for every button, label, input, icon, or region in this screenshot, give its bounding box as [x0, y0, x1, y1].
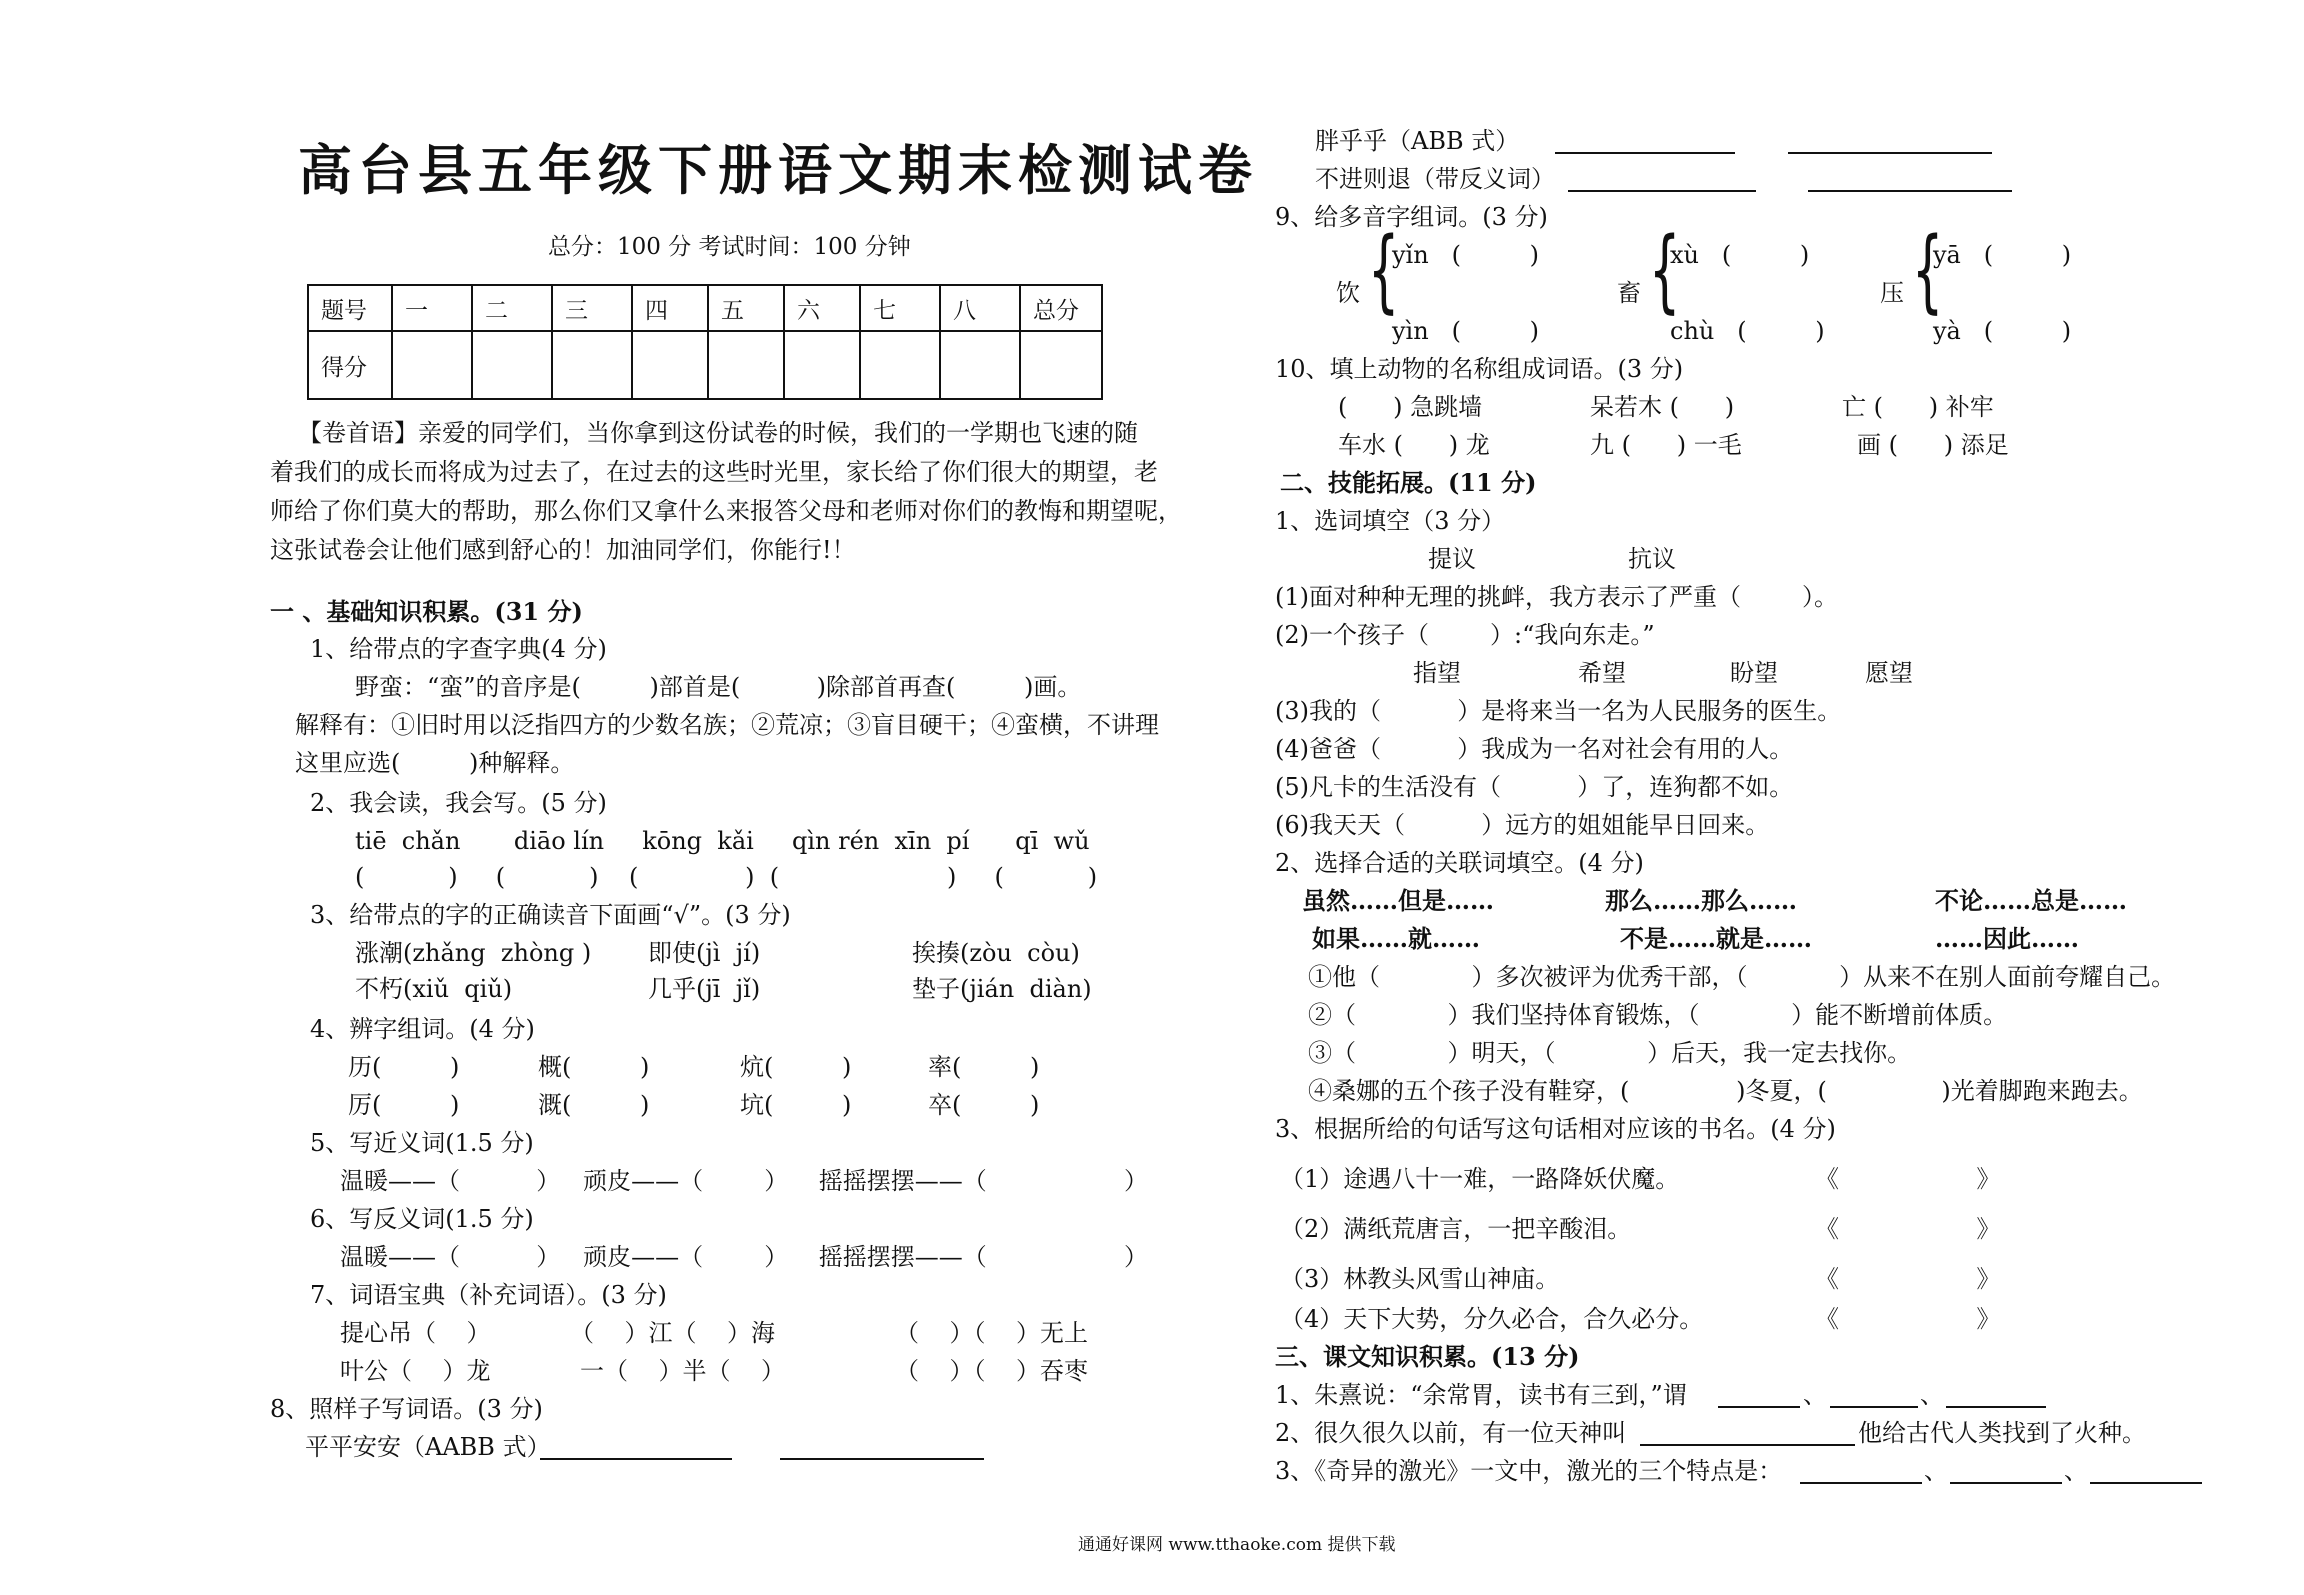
idiom-item: （ ）江（ ）海: [570, 1319, 776, 1347]
score-cell[interactable]: [1020, 331, 1102, 399]
answer-line[interactable]: [1640, 1444, 1855, 1446]
question-5: 5、写近义词(1.5 分): [310, 1129, 534, 1157]
idiom-item: （ ）（ ）无上: [895, 1319, 1089, 1347]
reading-item: 即使(jì jí): [648, 939, 761, 967]
brace-icon: {: [1911, 218, 1944, 323]
separator: 、: [1924, 1457, 1948, 1485]
score-cell[interactable]: [708, 331, 784, 399]
knowledge-question-2-tail: 他给古代人类找到了火种。: [1858, 1419, 2146, 1447]
question-1: 1、给带点的字查字典(4 分): [310, 635, 607, 663]
question-8: 8、照样子写词语。(3 分): [270, 1395, 543, 1423]
word-choice: 抗议: [1628, 545, 1676, 573]
reading-item: 挨揍(zòu còu): [912, 939, 1080, 967]
brace-icon: {: [1367, 218, 1400, 323]
answer-line[interactable]: [1950, 1482, 2062, 1484]
fill-sentence: (4)爸爸（ ）我成为一名对社会有用的人。: [1275, 735, 1794, 763]
answer-line[interactable]: [1788, 152, 1992, 154]
idiom-item: （ ）（ ）吞枣: [895, 1357, 1089, 1385]
answer-line[interactable]: [1555, 152, 1735, 154]
score-header: 八: [940, 285, 1020, 331]
answer-line[interactable]: [540, 1458, 732, 1460]
pinyin-item: yà ( ): [1933, 317, 2072, 345]
conjunction-choice: 那么……那么……: [1605, 886, 1797, 915]
score-header: 总分: [1020, 285, 1102, 331]
question-6: 6、写反义词(1.5 分): [310, 1205, 534, 1233]
question-7: 7、词语宝典（补充词语）。(3 分): [310, 1281, 667, 1309]
conjunction-choice: 如果……就……: [1312, 924, 1480, 953]
fill-sentence: ③（ ）明天，（ ）后天，我一定去找你。: [1308, 1039, 1912, 1067]
idiom-item: 叶公（ ）龙: [340, 1357, 491, 1385]
idiom-item: ( ) 急跳墙: [1338, 393, 1483, 421]
idiom-item: 一（ ）半（ ）: [580, 1357, 786, 1385]
score-cell[interactable]: [552, 331, 632, 399]
score-header: 四: [632, 285, 708, 331]
fill-sentence: ④桑娜的五个孩子没有鞋穿，( )冬夏，( )光着脚跑来跑去。: [1308, 1077, 2143, 1105]
score-header: 三: [552, 285, 632, 331]
score-cell[interactable]: [472, 331, 552, 399]
polyphone-char: 饮: [1336, 279, 1360, 307]
answer-brackets: ( ) ( ) ( ) ( ) ( ): [355, 863, 1098, 891]
conjunction-choice: ……因此……: [1935, 924, 2079, 953]
reading-item: 垫子(jián diàn): [912, 975, 1092, 1003]
score-header: 六: [784, 285, 860, 331]
score-cell[interactable]: [632, 331, 708, 399]
word-item: 卒( ): [928, 1091, 1040, 1119]
word-choice: 愿望: [1865, 659, 1913, 687]
skill-question-1: 1、选词填空（3 分）: [1275, 507, 1506, 535]
idiom-item: 亡 ( ) 补牢: [1842, 393, 1994, 421]
brace-icon: {: [1648, 218, 1681, 323]
word-choice: 提议: [1428, 545, 1476, 573]
score-cell[interactable]: [392, 331, 472, 399]
section-1-heading: 一 、基础知识积累。(31 分): [270, 597, 583, 626]
answer-line[interactable]: [1568, 190, 1756, 192]
fill-sentence: ②（ ）我们坚持体育锻炼，（ ）能不断增前体质。: [1308, 1001, 2008, 1029]
intro-line: 着我们的成长而将成为过去了，在过去的这些时光里，家长给了你们很大的期望，老: [270, 458, 1158, 486]
answer-line[interactable]: [1830, 1406, 1918, 1408]
question-10: 10、填上动物的名称组成词语。(3 分): [1275, 355, 1684, 383]
question-2: 2、我会读，我会写。(5 分): [310, 789, 607, 817]
score-header: 二: [472, 285, 552, 331]
idiom-item: 九 ( ) 一毛: [1590, 431, 1742, 459]
knowledge-question-2: 2、很久很久以前，有一位天神叫: [1275, 1419, 1627, 1447]
idiom-item: 画 ( ) 添足: [1857, 431, 2009, 459]
fill-sentence: (6)我天天（ ）远方的姐姐能早日回来。: [1275, 811, 1770, 839]
book-title-blank[interactable]: 《 》: [1815, 1265, 2001, 1293]
word-item: 厉( ): [348, 1091, 460, 1119]
book-title-blank[interactable]: 《 》: [1815, 1215, 2001, 1243]
word-item: 概( ): [538, 1053, 650, 1081]
book-clue: （2）满纸荒唐言，一把辛酸泪。: [1280, 1215, 1632, 1243]
word-item: 溉( ): [538, 1091, 650, 1119]
word-item: 炕( ): [740, 1053, 852, 1081]
word-item: 坑( ): [740, 1091, 852, 1119]
question-6-text: 温暖——（ ） 顽皮——（ ） 摇摇摆摆——（ ）: [340, 1243, 1149, 1271]
question-5-text: 温暖——（ ） 顽皮——（ ） 摇摇摆摆——（ ）: [340, 1167, 1149, 1195]
word-item: 率( ): [928, 1053, 1040, 1081]
question-3: 3、给带点的字的正确读音下面画“√”。(3 分): [310, 901, 791, 929]
question-1-text: 野蛮：“蛮”的音序是( )部首是( )除部首再查( )画。: [355, 673, 1082, 701]
pinyin-item: xù ( ): [1670, 241, 1810, 269]
skill-question-2: 2、选择合适的关联词填空。(4 分): [1275, 849, 1644, 877]
question-1-text: 这里应选( )种解释。: [295, 749, 575, 777]
page-footer: 通通好课网 www.tthaoke.com 提供下载: [1078, 1535, 1396, 1555]
question-8-c: 不进则退（带反义词）: [1315, 165, 1555, 193]
idiom-item: 提心吊（ ）: [340, 1319, 491, 1347]
exam-title: 高台县五年级下册语文期末检测试卷: [298, 138, 1258, 202]
pinyin-item: yìn ( ): [1392, 317, 1539, 345]
pinyin-item: chù ( ): [1670, 317, 1825, 345]
question-8-a: 平平安安（AABB 式）: [305, 1433, 551, 1461]
conjunction-choice: 不论……总是……: [1935, 886, 2127, 915]
section-2-heading: 二、技能拓展。(11 分): [1280, 468, 1537, 497]
separator: 、: [2064, 1457, 2088, 1485]
reading-item: 涨潮(zhǎng zhòng ): [355, 939, 592, 967]
question-4: 4、辨字组词。(4 分): [310, 1015, 535, 1043]
idiom-item: 车水 ( ) 龙: [1338, 431, 1490, 459]
conjunction-choice: 虽然……但是……: [1302, 886, 1494, 915]
word-choice: 盼望: [1730, 659, 1778, 687]
section-3-heading: 三、课文知识积累。(13 分): [1275, 1342, 1580, 1371]
reading-item: 几乎(jī jǐ): [648, 975, 761, 1003]
word-choice: 希望: [1578, 659, 1626, 687]
score-header: 五: [708, 285, 784, 331]
intro-line: 这张试卷会让他们感到舒心的！加油同学们，你能行!！: [270, 536, 856, 564]
fill-sentence: (3)我的（ ）是将来当一名为人民服务的医生。: [1275, 697, 1842, 725]
skill-question-3: 3、根据所给的句话写这句话相对应该的书名。(4 分): [1275, 1115, 1836, 1143]
score-header: 题号: [308, 285, 392, 331]
answer-line[interactable]: [780, 1458, 984, 1460]
fill-sentence: (1)面对种种无理的挑衅，我方表示了严重（ ）。: [1275, 583, 1839, 611]
fill-sentence: ①他（ ）多次被评为优秀干部，（ ）从来不在别人面前夸耀自己。: [1308, 963, 2176, 991]
answer-line[interactable]: [2090, 1482, 2202, 1484]
answer-line[interactable]: [1800, 1482, 1922, 1484]
reading-item: 不朽(xiǔ qiǔ): [355, 975, 513, 1003]
pinyin-item: yā ( ): [1933, 241, 2072, 269]
question-1-text: 解释有：①旧时用以泛指四方的少数名族；②荒凉；③盲目硬干；④蛮横，不讲理: [295, 711, 1159, 739]
polyphone-char: 畜: [1617, 279, 1641, 307]
score-cell[interactable]: [784, 331, 860, 399]
answer-line[interactable]: [1808, 190, 2012, 192]
fill-sentence: (5)凡卡的生活没有（ ）了，连狗都不如。: [1275, 773, 1794, 801]
intro-line: 师给了你们莫大的帮助，那么你们又拿什么来报答父母和老师对你们的教悔和期望呢，: [270, 497, 1182, 525]
exam-subtitle: 总分：100 分 考试时间：100 分钟: [548, 234, 911, 260]
word-item: 历( ): [348, 1053, 460, 1081]
score-header: 七: [860, 285, 940, 331]
conjunction-choice: 不是……就是……: [1620, 924, 1812, 953]
book-clue: （1）途遇八十一难，一路降妖伏魔。: [1280, 1165, 1680, 1193]
book-title-blank[interactable]: 《 》: [1815, 1165, 2001, 1193]
book-title-blank[interactable]: 《 》: [1815, 1305, 2001, 1333]
answer-line[interactable]: [1946, 1406, 2046, 1408]
fill-sentence: (2)一个孩子（ ）:“我向东走。”: [1275, 621, 1655, 649]
answer-line[interactable]: [1718, 1406, 1800, 1408]
knowledge-question-1: 1、朱熹说：“余常胃，读书有三到，”谓: [1275, 1381, 1687, 1409]
separator: 、: [1920, 1381, 1944, 1409]
book-clue: （4）天下大势，分久必合，合久必分。: [1280, 1305, 1704, 1333]
score-header: 一: [392, 285, 472, 331]
score-row-label: 得分: [308, 331, 392, 399]
pinyin-line: tiē chǎn diāo lín kōng kǎi qìn rén xīn pí qī wǔ: [355, 827, 1090, 855]
separator: 、: [1803, 1381, 1827, 1409]
question-9: 9、给多音字组词。(3 分): [1275, 203, 1548, 231]
score-cell[interactable]: [860, 331, 940, 399]
knowledge-question-3: 3、《奇异的激光》一文中，激光的三个特点是：: [1275, 1457, 1783, 1485]
question-8-b: 胖乎乎（ABB 式）: [1315, 127, 1520, 155]
idiom-item: 呆若木 ( ): [1590, 393, 1735, 421]
intro-line: 【卷首语】亲爱的同学们，当你拿到这份试卷的时候，我们的一学期也飞速的随: [298, 419, 1138, 447]
score-cell[interactable]: [940, 331, 1020, 399]
pinyin-item: yǐn ( ): [1392, 241, 1539, 269]
score-table: [307, 284, 1103, 400]
polyphone-char: 压: [1880, 279, 1904, 307]
book-clue: （3）林教头风雪山神庙。: [1280, 1265, 1560, 1293]
word-choice: 指望: [1413, 659, 1461, 687]
